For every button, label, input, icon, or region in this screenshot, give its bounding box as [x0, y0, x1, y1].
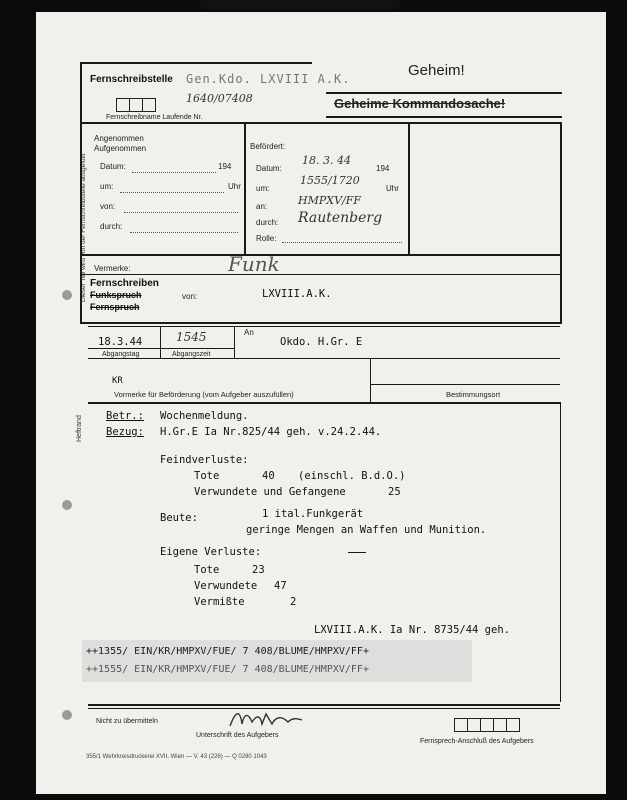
rule [80, 322, 562, 324]
received-von-label: von: [100, 202, 116, 211]
received-um-label: um: [100, 182, 114, 191]
kr-value: KR [112, 376, 123, 386]
vermerke-handwritten: Funk [228, 252, 280, 276]
bestimmungsort-label: Bestimmungsort [446, 390, 501, 399]
fernspruch-struck: Fernspruch [90, 302, 140, 312]
sender-von-value: LXVIII.A.K. [262, 288, 332, 300]
funkspruch-struck: Funkspruch [90, 290, 142, 300]
punch-hole [62, 710, 72, 720]
received-uhr: Uhr [228, 182, 241, 191]
fernsprech-label: Fernsprech-Anschluß des Aufgebers [420, 738, 534, 745]
rule [88, 326, 560, 327]
forwarded-rolle-label: Rolle: [256, 234, 277, 243]
rule [80, 274, 562, 275]
aufgenommen-label: Aufgenommen [94, 144, 147, 153]
eig-tote-label: Tote [194, 564, 220, 576]
bezug-value: H.Gr.E Ia Nr.825/44 geh. v.24.2.44. [160, 426, 382, 438]
bezug-label-text: Bezug: [106, 426, 144, 438]
forwarded-um-value: 1555/1720 [300, 174, 360, 187]
struck-classification: Geheime Kommandosache! [334, 96, 506, 111]
vormerke-label: Vormerke für Beförderung (vom Aufgeber auszufüllen) [114, 390, 294, 399]
rule [370, 358, 371, 402]
rule [80, 122, 562, 124]
abgangstag-value: 18.3.44 [98, 336, 143, 348]
feind-heading: Feindverluste: [160, 454, 249, 466]
abgangszeit-label: Abgangszeit [172, 351, 211, 358]
rule [560, 402, 561, 702]
eig-verw-label: Verwundete [194, 580, 258, 592]
office-stamp: Gen.Kdo. LXVIII A.K. [186, 72, 351, 86]
sender-von-label: von: [182, 292, 198, 301]
rule [160, 326, 161, 358]
received-datum-label: Datum: [100, 162, 126, 171]
scan-shadow [200, 0, 400, 10]
rule [408, 122, 410, 254]
forwarded-durch-label: durch: [256, 218, 279, 227]
rule [370, 384, 560, 385]
laufende-nr-box [116, 98, 130, 112]
message-signature-line: LXVIII.A.K. Ia Nr. 8735/44 geh. [314, 624, 510, 636]
eig-verw-value: 47 [274, 580, 287, 592]
beute-label: Beute: [160, 512, 198, 524]
dotline [132, 172, 216, 173]
phone-box [467, 718, 481, 732]
punch-hole [62, 500, 72, 510]
margin-note: Dieser Teil wird von der Fernschreibstelle ausgefüllt [80, 153, 87, 302]
forwarded-an-label: an: [256, 202, 268, 211]
forwarded-datum-value: 18. 3. 44 [302, 154, 351, 167]
teletype-line-1: ++1355/ EIN/KR/HMPXV/FUE/ 7 408/BLUME/HMPXV/FF+ [86, 646, 369, 657]
forwarded-durch-value: Rautenberg [298, 210, 383, 226]
rule [560, 122, 562, 324]
nicht-label: Nicht zu übermitteln [96, 718, 158, 725]
rule [80, 62, 82, 324]
eigene-heading: Eigene Verluste: [160, 546, 262, 558]
beute-line2: geringe Mengen an Waffen und Munition. [246, 524, 487, 536]
betr-label-text: Betr.: [106, 410, 144, 422]
eig-verm-value: 2 [290, 596, 297, 608]
laufende-nr-label: Fernschreibname Laufende Nr. [106, 114, 203, 121]
signature-scribble-stroke [230, 714, 302, 726]
angenommen-label: Angenommen [94, 134, 144, 143]
rule [348, 552, 366, 553]
dotline [130, 232, 238, 233]
received-durch-label: durch: [100, 222, 123, 231]
received-year: 194 [218, 162, 232, 171]
phone-box [454, 718, 468, 732]
beute-line1: 1 ital.Funkgerät [262, 508, 364, 520]
eig-verm-label: Vermißte [194, 596, 245, 608]
rule [88, 704, 560, 706]
punch-hole [62, 290, 72, 300]
rule [326, 92, 562, 94]
dotline [282, 242, 402, 243]
classification-label: Geheim! [408, 62, 465, 79]
handwritten-number: 1640/07408 [186, 92, 253, 105]
vermerke-label: Vermerke: [94, 264, 131, 273]
dotline [124, 212, 238, 213]
verw-gef-value: 25 [388, 486, 401, 498]
verw-gef-label: Verwundete und Gefangene [194, 486, 346, 498]
rule [244, 122, 246, 254]
fernschreiben-label: Fernschreiben [90, 278, 159, 289]
teletype-line-2: ++1555/ EIN/KR/HMPXV/FUE/ 7 408/BLUME/HMPXV/FF+ [86, 664, 369, 675]
laufende-nr-box [142, 98, 156, 112]
bezug-label [106, 426, 144, 438]
abgangstag-label: Abgangstag [102, 351, 140, 358]
fernschreibstelle-label: Fernschreibstelle [90, 74, 173, 85]
dotline [120, 192, 224, 193]
rule [80, 254, 562, 256]
unterschrift-label: Unterschrift des Aufgebers [196, 732, 279, 739]
feind-tote-label: Tote [194, 470, 220, 482]
rule [88, 348, 234, 349]
feind-tote-value: 40 [262, 470, 275, 482]
forwarded-uhr: Uhr [386, 184, 399, 193]
phone-box [480, 718, 494, 732]
feind-tote-note: (einschl. B.d.O.) [298, 470, 406, 482]
betr-value: Wochenmeldung. [160, 410, 249, 422]
phone-box [493, 718, 507, 732]
rule [88, 402, 560, 404]
forwarded-an-value: HMPXV/FF [298, 194, 362, 207]
eig-tote-value: 23 [252, 564, 265, 576]
rule [234, 326, 235, 358]
rule [88, 358, 560, 359]
forwarded-datum-label: Datum: [256, 164, 282, 173]
forwarded-um-label: um: [256, 184, 270, 193]
rule [88, 708, 560, 709]
rule [80, 62, 312, 64]
forwarded-year: 194 [376, 164, 390, 173]
rule [326, 116, 562, 118]
laufende-nr-box [129, 98, 143, 112]
an-value: Okdo. H.Gr. E [280, 336, 363, 348]
signature-scribble [226, 706, 306, 732]
teletype-form [36, 12, 606, 794]
print-line: 355/1 Wehrkreisdruckerei XVII, Wien — V. 43 (226) — Q 0280 1043 [86, 754, 267, 760]
abgangszeit-value: 1545 [176, 330, 207, 344]
heftrand-label: Heftrand [76, 415, 83, 442]
betr-label [106, 410, 144, 422]
phone-box [506, 718, 520, 732]
befordert-label: Befördert: [250, 142, 286, 151]
an-label: An [244, 328, 254, 337]
